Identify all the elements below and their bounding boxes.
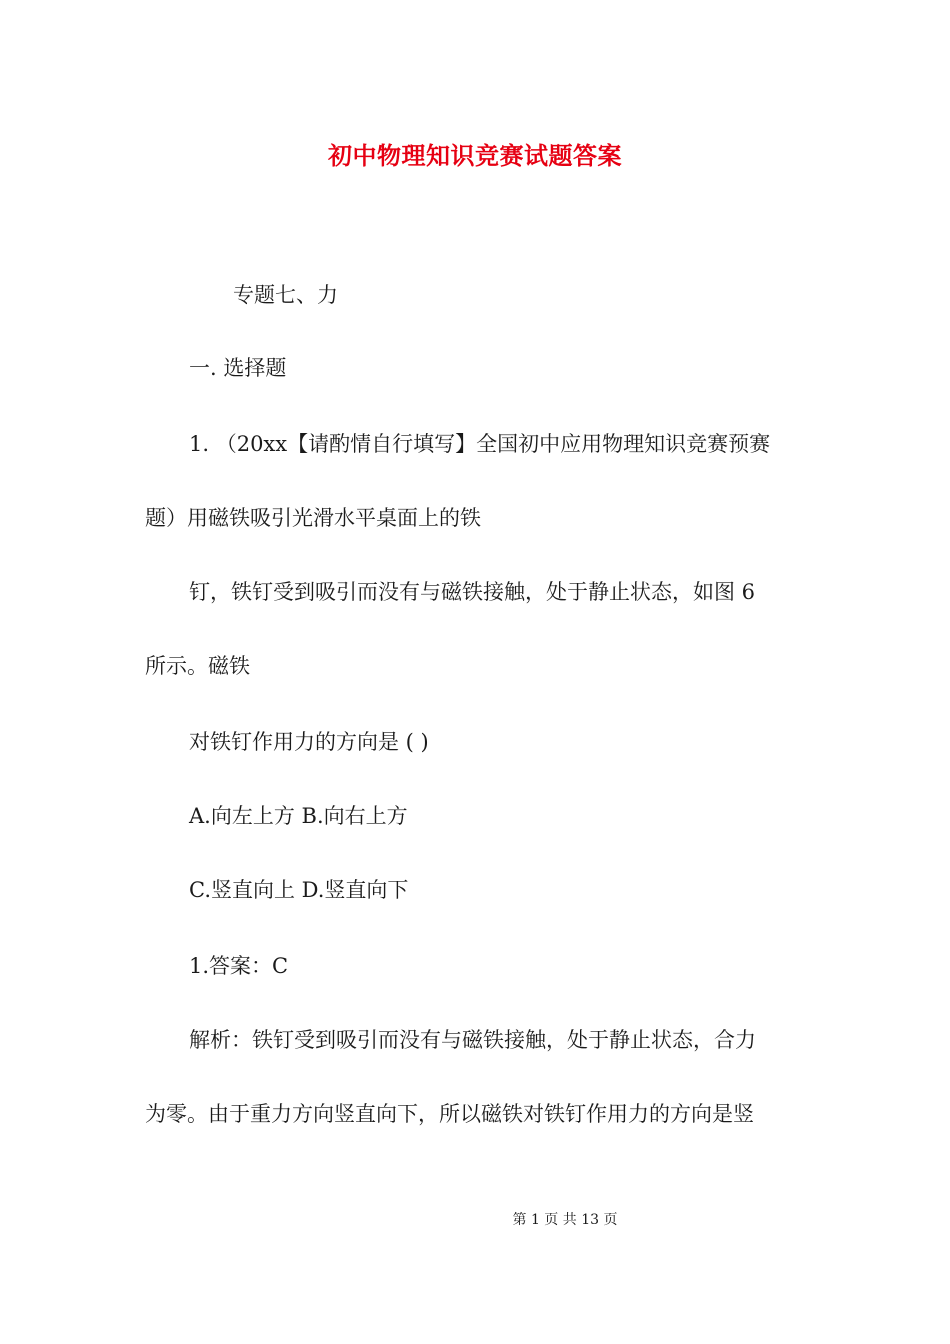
subsection-heading: 一. 选择题	[189, 356, 287, 380]
answer-option: A.向左上方 B.向右上方	[189, 804, 408, 828]
question-line: 对铁钉作用力的方向是 ( )	[189, 730, 429, 754]
answer-option: C.竖直向上 D.竖直向下	[189, 878, 409, 902]
explanation-line: 为零。由于重力方向竖直向下，所以磁铁对铁钉作用力的方向是竖	[145, 1102, 754, 1126]
question-line: 所示。磁铁	[145, 654, 250, 678]
question-line: 1. （20xx【请酌情自行填写】全国初中应用物理知识竞赛预赛	[189, 432, 771, 456]
section-heading: 专题七、力	[233, 283, 338, 307]
question-line: 题）用磁铁吸引光滑水平桌面上的铁	[145, 506, 481, 530]
document-title: 初中物理知识竞赛试题答案	[328, 141, 622, 170]
answer-line: 1.答案：C	[189, 954, 289, 978]
page-footer: 第 1 页 共 13 页	[512, 1212, 618, 1228]
question-line: 钉，铁钉受到吸引而没有与磁铁接触，处于静止状态，如图 6	[189, 580, 756, 604]
explanation-line: 解析：铁钉受到吸引而没有与磁铁接触，处于静止状态，合力	[189, 1028, 756, 1052]
